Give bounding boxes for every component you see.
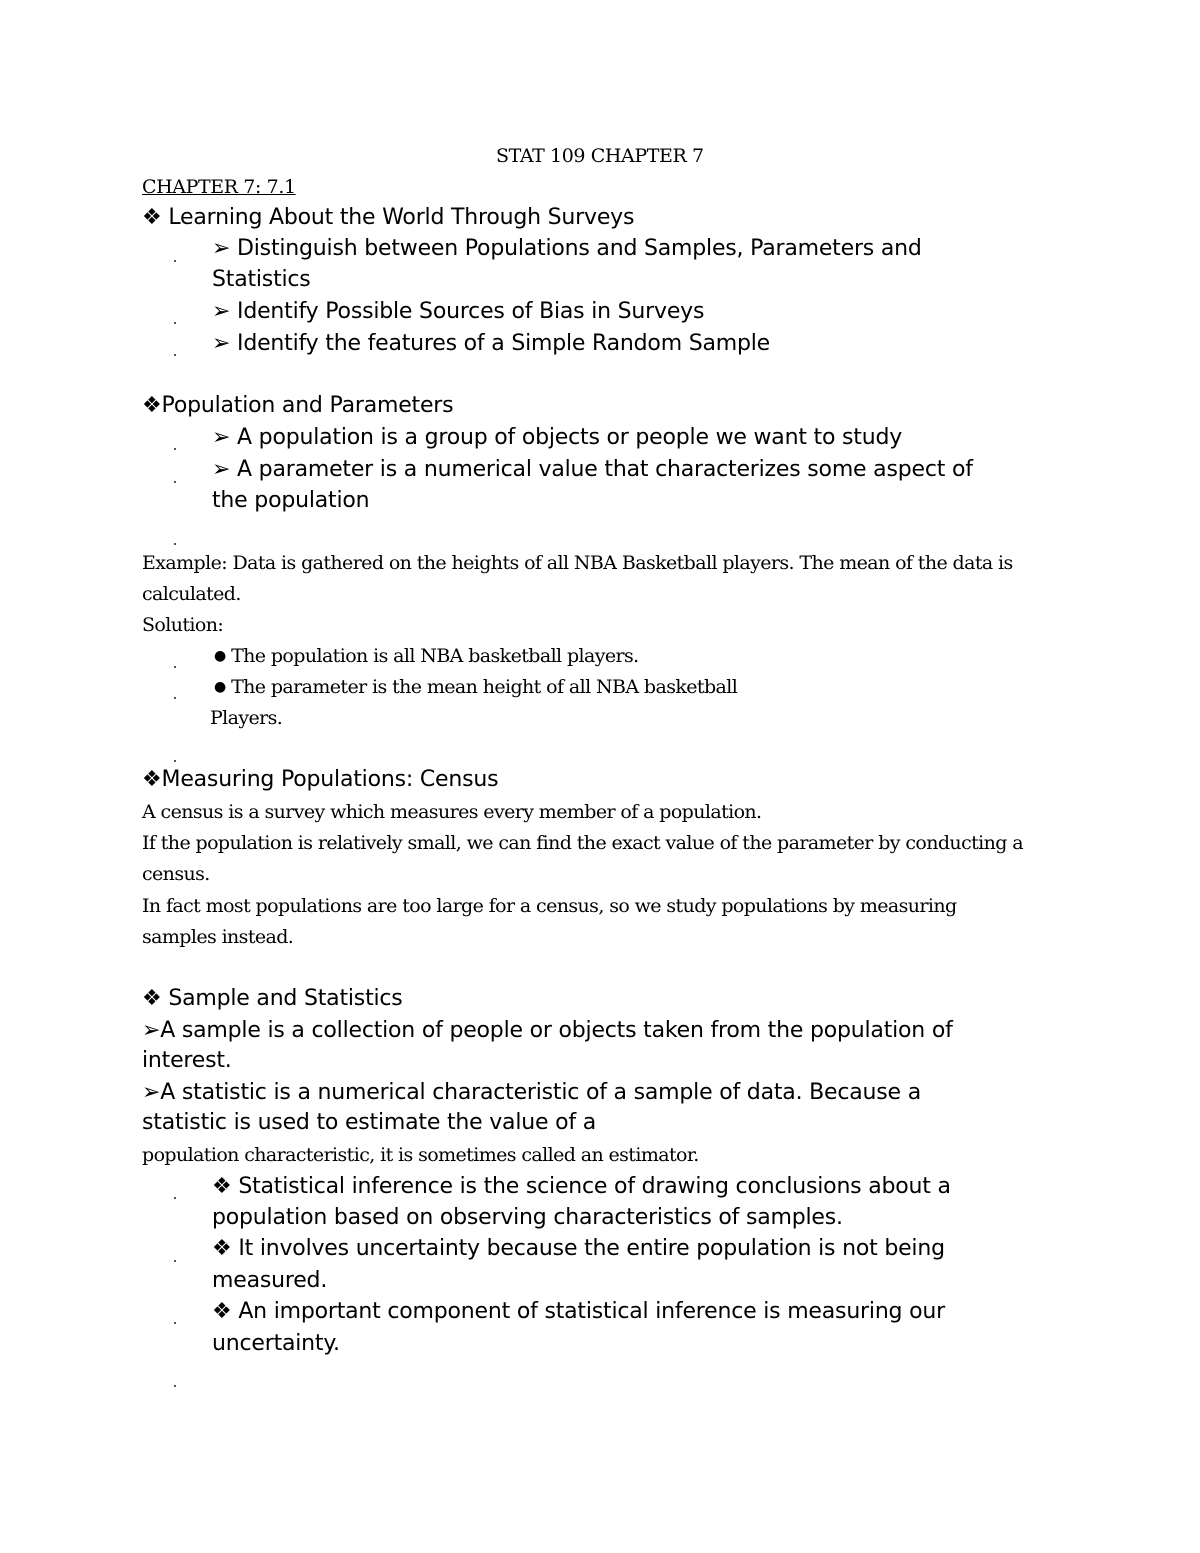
diamond-bullet-icon: ❖ xyxy=(212,1174,232,1199)
inference-point-continuation: measured. xyxy=(212,1268,328,1293)
solution-bullet: ● The population is all NBA basketball players. xyxy=(214,641,639,672)
paragraph-line: If the population is relatively small, we can find the exact value of the parameter by conducting a xyxy=(142,832,1023,854)
list-item-continuation: Statistics xyxy=(212,267,311,292)
chapter-heading: CHAPTER 7: 7.1 xyxy=(142,176,296,198)
list-marker-dot xyxy=(174,1260,176,1262)
example-text-continuation: calculated. xyxy=(142,583,241,605)
list-item: ➢ Distinguish between Populations and Samples, Parameters and xyxy=(212,233,922,264)
diamond-bullet-icon: ❖ xyxy=(142,205,162,230)
diamond-bullet-icon: ❖ xyxy=(142,393,162,418)
list-marker-dot xyxy=(174,543,176,545)
section-heading-sample xyxy=(142,983,403,1014)
list-marker-dot xyxy=(174,697,176,699)
section-heading-population xyxy=(142,390,453,421)
list-marker-dot xyxy=(174,481,176,483)
diamond-bullet-icon: ❖ xyxy=(212,1299,232,1324)
list-item: ➢ A population is a group of objects or people we want to study xyxy=(212,422,902,453)
paragraph-line: A census is a survey which measures every member of a population. xyxy=(142,801,762,823)
list-marker-dot xyxy=(174,1322,176,1324)
section-heading-census xyxy=(142,764,498,795)
definition-line-continuation: interest. xyxy=(142,1048,232,1073)
paragraph-line: samples instead. xyxy=(142,926,294,948)
section-heading-text: Measuring Populations: Census xyxy=(161,767,499,792)
diamond-bullet-icon: ❖ xyxy=(212,1236,232,1261)
example-text: Example: Data is gathered on the heights of all NBA Basketball players. The mean of the data is xyxy=(142,552,1013,574)
definition-line-continuation: population characteristic, it is sometimes called an estimator. xyxy=(142,1144,699,1166)
round-bullet-icon: ● xyxy=(214,679,226,695)
list-item-continuation: the population xyxy=(212,488,370,513)
inference-point-continuation: uncertainty. xyxy=(212,1331,340,1356)
list-item: ➢ A parameter is a numerical value that characterizes some aspect of xyxy=(212,454,973,485)
paragraph-line: census. xyxy=(142,863,210,885)
inference-point: ❖ Statistical inference is the science of drawing conclusions about a xyxy=(212,1171,951,1202)
list-marker-dot xyxy=(174,1197,176,1199)
arrow-bullet-icon: ➢ xyxy=(212,236,231,261)
section-heading-text: Population and Parameters xyxy=(161,393,454,418)
definition-line-continuation: statistic is used to estimate the value of a xyxy=(142,1110,597,1135)
section-heading-text: Sample and Statistics xyxy=(168,986,403,1011)
arrow-bullet-icon: ➢ xyxy=(212,457,231,482)
inference-point: ❖ An important component of statistical inference is measuring our xyxy=(212,1296,945,1327)
solution-label: Solution: xyxy=(142,614,224,636)
arrow-bullet-icon: ➢ xyxy=(142,1080,161,1105)
document-title: STAT 109 CHAPTER 7 xyxy=(496,145,704,167)
list-marker-dot xyxy=(174,1385,176,1387)
arrow-bullet-icon: ➢ xyxy=(212,299,231,324)
inference-point: ❖ It involves uncertainty because the entire population is not being xyxy=(212,1233,945,1264)
round-bullet-icon: ● xyxy=(214,648,226,664)
paragraph-line: In fact most populations are too large for a census, so we study populations by measuring xyxy=(142,895,957,917)
list-item: ➢ Identify the features of a Simple Random Sample xyxy=(212,328,770,359)
list-marker-dot xyxy=(174,448,176,450)
list-marker-dot xyxy=(174,666,176,668)
list-marker-dot xyxy=(174,760,176,762)
definition-line: ➢A sample is a collection of people or objects taken from the population of xyxy=(142,1015,953,1046)
arrow-bullet-icon: ➢ xyxy=(212,331,231,356)
list-marker-dot xyxy=(174,322,176,324)
section-heading-surveys xyxy=(142,202,634,233)
inference-point-continuation: population based on observing characteristics of samples. xyxy=(212,1205,843,1230)
list-marker-dot xyxy=(174,354,176,356)
solution-bullet: ● The parameter is the mean height of all NBA basketball xyxy=(214,672,737,703)
arrow-bullet-icon: ➢ xyxy=(142,1018,161,1043)
solution-bullet-continuation: Players. xyxy=(210,707,283,729)
section-heading-text: Learning About the World Through Surveys xyxy=(168,205,635,230)
definition-line: ➢A statistic is a numerical characteristic of a sample of data. Because a xyxy=(142,1077,921,1108)
diamond-bullet-icon: ❖ xyxy=(142,986,162,1011)
diamond-bullet-icon: ❖ xyxy=(142,767,162,792)
list-marker-dot xyxy=(174,260,176,262)
list-item: ➢ Identify Possible Sources of Bias in Surveys xyxy=(212,296,704,327)
arrow-bullet-icon: ➢ xyxy=(212,425,231,450)
